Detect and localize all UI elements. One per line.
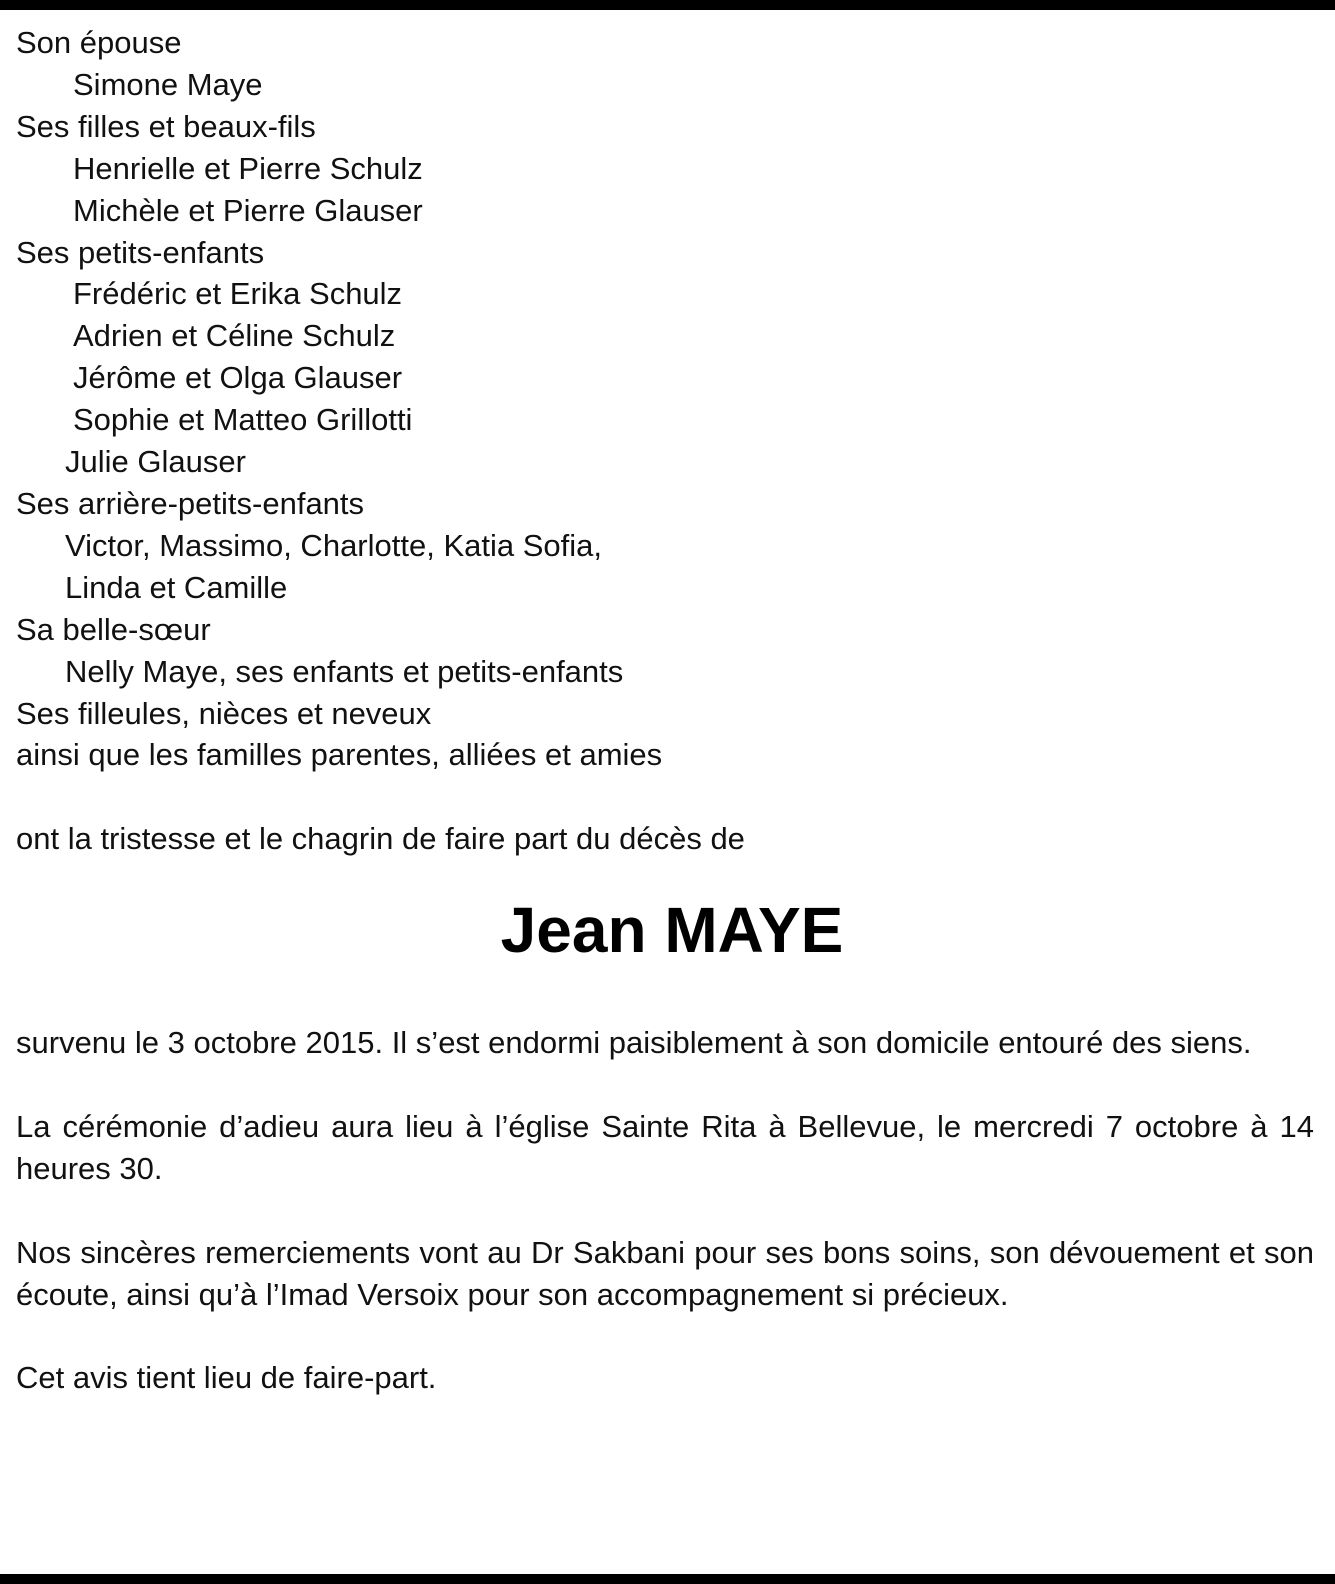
deceased-name: Jean MAYE xyxy=(500,894,844,967)
group-heading: Sa belle-sœur xyxy=(16,611,211,647)
family-member: Sophie et Matteo Grillotti xyxy=(73,402,413,438)
announcement-line: ont la tristesse et le chagrin de faire part du décès de xyxy=(16,821,745,857)
group-heading: Ses arrière-petits-enfants xyxy=(16,485,365,521)
family-member: Adrien et Céline Schulz xyxy=(73,318,396,354)
ceremony-paragraph: La cérémonie d’adieu aura lieu à l’église Sainte Rita à Bellevue, le mercredi 7 octobre à 14 heures 30. xyxy=(16,1108,1314,1186)
family-member: Victor, Massimo, Charlotte, Katia Sofia, xyxy=(65,527,602,563)
group-heading: Ses petits-enfants xyxy=(16,234,265,270)
spacer xyxy=(16,776,1314,818)
family-member: Nelly Maye, ses enfants et petits-enfants xyxy=(65,653,624,689)
bottom-border xyxy=(0,1574,1335,1584)
top-border xyxy=(0,0,1335,10)
family-member: Julie Glauser xyxy=(65,444,246,480)
families-line: ainsi que les familles parentes, alliées et amies xyxy=(16,737,663,773)
family-member: Simone Maye xyxy=(73,66,263,102)
family-member: Frédéric et Erika Schulz xyxy=(73,276,403,312)
family-member: Linda et Camille xyxy=(65,569,288,605)
closing-paragraph: Cet avis tient lieu de faire-part. xyxy=(16,1360,437,1396)
family-member: Jérôme et Olga Glauser xyxy=(73,360,403,396)
family-list xyxy=(16,22,1314,776)
nieces-line: Ses filleules, nièces et neveux xyxy=(16,695,432,731)
group-heading: Son épouse xyxy=(16,25,182,60)
death-paragraph: survenu le 3 octobre 2015. Il s’est endormi paisiblement à son domicile entouré des siens. xyxy=(16,1025,1252,1061)
family-member: Henrielle et Pierre Schulz xyxy=(73,150,423,186)
thanks-paragraph: Nos sincères remerciements vont au Dr Sakbani pour ses bons soins, son dévouement et son écoute, ainsi qu’à l’Imad Versoix pour son accompagnement si précieux. xyxy=(16,1234,1314,1312)
group-heading: Ses filles et beaux-fils xyxy=(16,108,316,144)
family-member: Michèle et Pierre Glauser xyxy=(73,192,423,228)
obituary-notice xyxy=(16,22,1314,1399)
